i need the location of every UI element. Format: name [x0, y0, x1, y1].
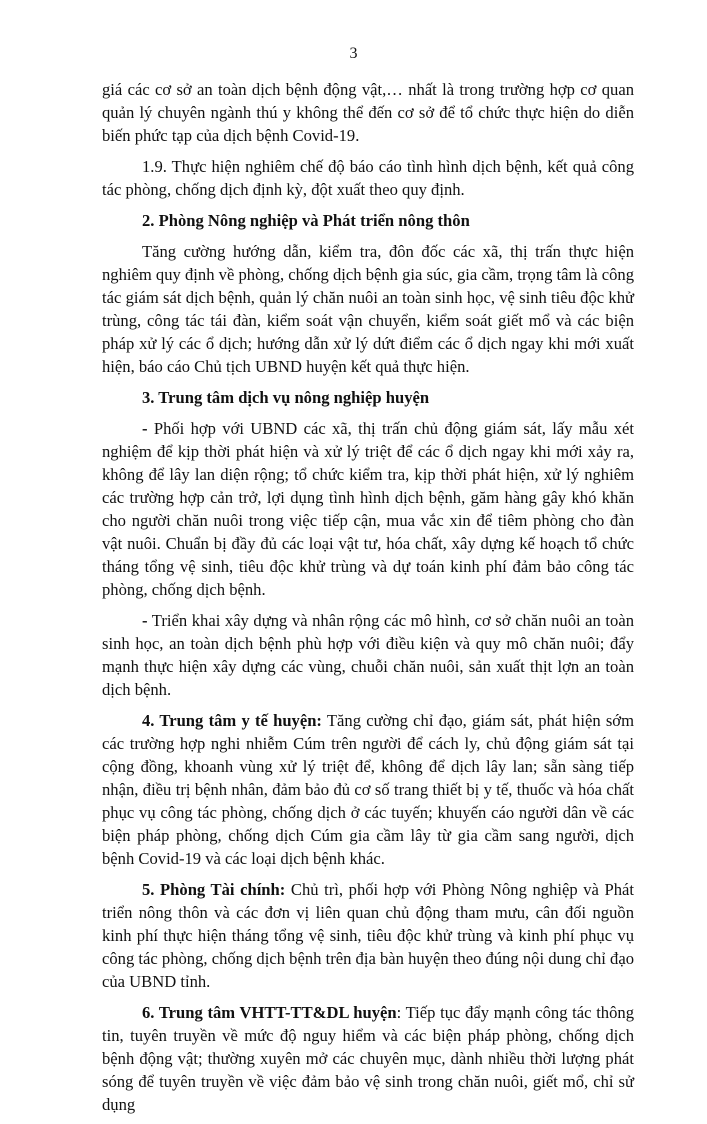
paragraph-text: Chủ trì, phối hợp với Phòng Nông nghiệp và Phát triển nông thôn và các đơn vị liên quan chủ động tham mưu, cân đối nguồn kinh phí thực hiện tháng tổng vệ sinh, tiêu độc khử trùng và kinh phí phục vụ công tác phòng, chống dịch bệnh trên địa bàn huyện theo đúng nội dung chỉ đạo của UBND tỉnh. [102, 880, 634, 991]
page-number: 3 [349, 45, 358, 62]
paragraph-section-3-a [102, 417, 634, 601]
section-6-lead: 6. Trung tâm VHTT-TT&DL huyện [142, 1003, 397, 1022]
bullet-dash: - [142, 611, 148, 630]
paragraph-text: Triển khai xây dựng và nhân rộng các mô hình, cơ sở chăn nuôi an toàn sinh học, an toàn dịch bệnh phù hợp với điều kiện và quy mô chăn nuôi; đẩy mạnh thực hiện xây dựng các vùng, chuỗi chăn nuôi, sản xuất thịt lợn an toàn dịch bệnh. [102, 611, 634, 699]
paragraph-text: : Tiếp tục đẩy mạnh công tác thông tin, tuyên truyền về mức độ nguy hiểm và các biện pháp phòng, chống dịch bệnh động vật; thường xuyên mở các chuyên mục, dành nhiều thời lượng phát sóng để tuyên truyền về việc đảm bảo vệ sinh trong chăn nuôi, giết mổ, chỉ sử dụng [102, 1003, 634, 1114]
paragraph-section-6 [102, 1001, 634, 1116]
document-body [102, 78, 634, 1124]
paragraph-text: Tăng cường chỉ đạo, giám sát, phát hiện sớm các trường hợp nghi nhiễm Cúm trên người để cách ly, chủ động giám sát tại cộng đồng, khoanh vùng xử lý triệt để, không để dịch lây lan; sẵn sàng tiếp nhận, điều trị bệnh nhân, đảm bảo đủ cơ số trang thiết bị y tế, thuốc và hóa chất phục vụ công tác phòng, chống dịch ở các tuyến; khuyến cáo người dân về các biện pháp phòng, chống dịch Cúm gia cầm lây từ gia cầm sang người, dịch bệnh Covid-19 và các loại dịch bệnh khác. [102, 711, 634, 868]
heading-section-3: 3. Trung tâm dịch vụ nông nghiệp huyện [142, 388, 430, 407]
paragraph-section-5 [102, 878, 634, 993]
paragraph-section-4 [102, 709, 634, 870]
section-5-lead: 5. Phòng Tài chính: [142, 880, 286, 899]
heading-section-2: 2. Phòng Nông nghiệp và Phát triển nông thôn [142, 211, 470, 230]
bullet-dash: - [142, 419, 148, 438]
paragraph-1-9: 1.9. Thực hiện nghiêm chế độ báo cáo tình hình dịch bệnh, kết quả công tác phòng, chống dịch định kỳ, đột xuất theo quy định. [102, 157, 634, 199]
paragraph-section-2: Tăng cường hướng dẫn, kiểm tra, đôn đốc các xã, thị trấn thực hiện nghiêm quy định về phòng, chống dịch bệnh gia súc, gia cầm, trọng tâm là công tác giám sát dịch bệnh, quản lý chăn nuôi an toàn sinh học, vệ sinh tiêu độc khử trùng, công tác tái đàn, kiểm soát vận chuyển, kiểm soát giết mổ và các biện pháp xử lý các ổ dịch; hướng dẫn xử lý dứt điểm các ổ dịch ngay khi mới xuất hiện, báo cáo Chủ tịch UBND huyện kết quả thực hiện. [102, 242, 634, 376]
paragraph-section-3-b [102, 609, 634, 701]
section-4-lead: 4. Trung tâm y tế huyện: [142, 711, 322, 730]
paragraph-text: Phối hợp với UBND các xã, thị trấn chủ động giám sát, lấy mẫu xét nghiệm để kịp thời phát hiện và xử lý triệt để các ổ dịch ngay khi mới xảy ra, không để lây lan diện rộng; tổ chức kiểm tra, kịp thời phát hiện, xử lý nghiêm các trường hợp cản trở, lợi dụng tình hình dịch bệnh, găm hàng gây khó khăn cho người chăn nuôi trong việc tiếp cận, mua vắc xin để tiêm phòng cho đàn vật nuôi. Chuẩn bị đầy đủ các loại vật tư, hóa chất, xây dựng kế hoạch tổ chức tháng tổng vệ sinh, tiêu độc khử trùng và dự toán kinh phí đảm bảo công tác phòng, chống dịch bệnh. [102, 419, 634, 599]
paragraph-continuation: giá các cơ sở an toàn dịch bệnh động vật,… nhất là trong trường hợp cơ quan quản lý chuyên ngành thú y không thể đến cơ sở để tổ chức thực hiện do diễn biến phức tạp của dịch bệnh Covid-19. [102, 80, 634, 145]
